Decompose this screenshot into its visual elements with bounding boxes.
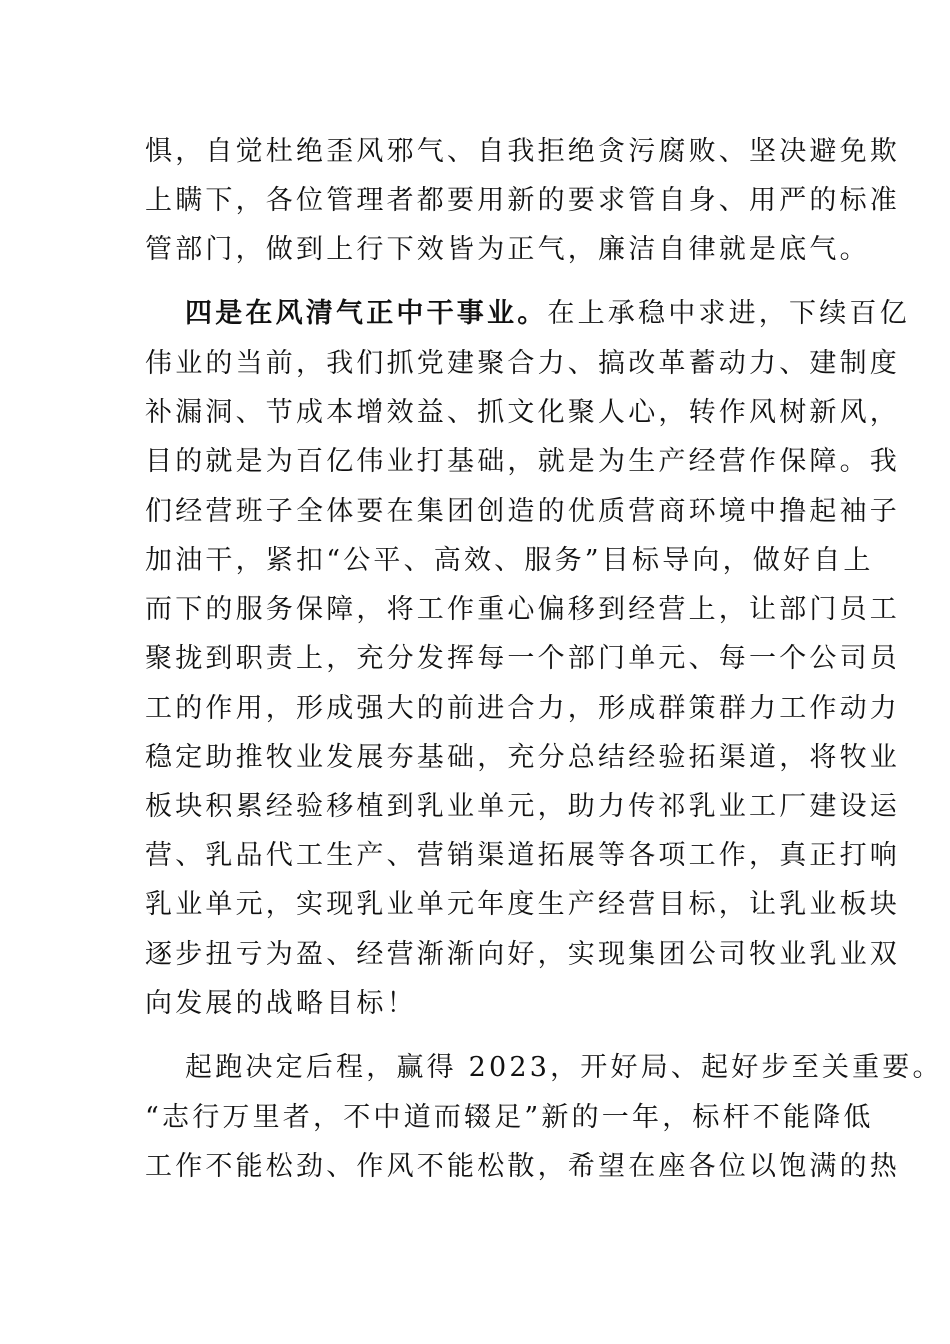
text-line: 板块积累经验移植到乳业单元，助力传祁乳业工厂建设运 — [145, 791, 900, 822]
text-line: 稳定助推牧业发展夯基础，充分总结经验拓渠道，将牧业 — [145, 742, 900, 773]
text-line: 乳业单元，实现乳业单元年度生产经营目标，让乳业板块 — [145, 889, 900, 920]
text-line: 补漏洞、节成本增效益、抓文化聚人心，转作风树新风， — [145, 397, 900, 428]
text-span: 在上承稳中求进，下续百亿 — [547, 298, 910, 329]
text-line: 逐步扭亏为盈、经营渐渐向好，实现集团公司牧业乳业双 — [145, 939, 900, 970]
text-line: 而下的服务保障，将工作重心偏移到经营上，让部门员工 — [145, 594, 900, 625]
text-line: 工的作用，形成强大的前进合力，形成群策群力工作动力 — [145, 693, 900, 724]
text-line: 惧，自觉杜绝歪风邪气、自我拒绝贪污腐败、坚决避免欺 — [145, 136, 900, 167]
text-line: 管部门，做到上行下效皆为正气，廉洁自律就是底气。 — [145, 234, 870, 265]
text-line: 们经营班子全体要在集团创造的优质营商环境中撸起袖子 — [145, 496, 900, 527]
paragraph-first-line — [185, 296, 910, 332]
paragraph-first-line: 起跑决定后程，赢得 2023，开好局、起好步至关重要。 — [185, 1052, 943, 1083]
text-line: 目的就是为百亿伟业打基础，就是为生产经营作保障。我 — [145, 446, 900, 477]
text-line: 伟业的当前，我们抓党建聚合力、搞改革蓄动力、建制度 — [145, 348, 900, 379]
text-line: 向发展的战略目标！ — [145, 988, 417, 1019]
text-line: 工作不能松劲、作风不能松散，希望在座各位以饱满的热 — [145, 1151, 900, 1182]
text-line: 上瞒下，各位管理者都要用新的要求管自身、用严的标准 — [145, 185, 900, 216]
text-line: 营、乳品代工生产、营销渠道拓展等各项工作，真正打响 — [145, 840, 900, 871]
text-line: 聚拢到职责上，充分发挥每一个部门单元、每一个公司员 — [145, 643, 900, 674]
text-line: 加油干，紧扣“公平、高效、服务”目标导向，做好自上 — [145, 545, 874, 576]
section-heading: 四是在风清气正中干事业。 — [185, 298, 548, 329]
text-line: “志行万里者，不中道而辍足”新的一年，标杆不能降低 — [145, 1102, 874, 1133]
